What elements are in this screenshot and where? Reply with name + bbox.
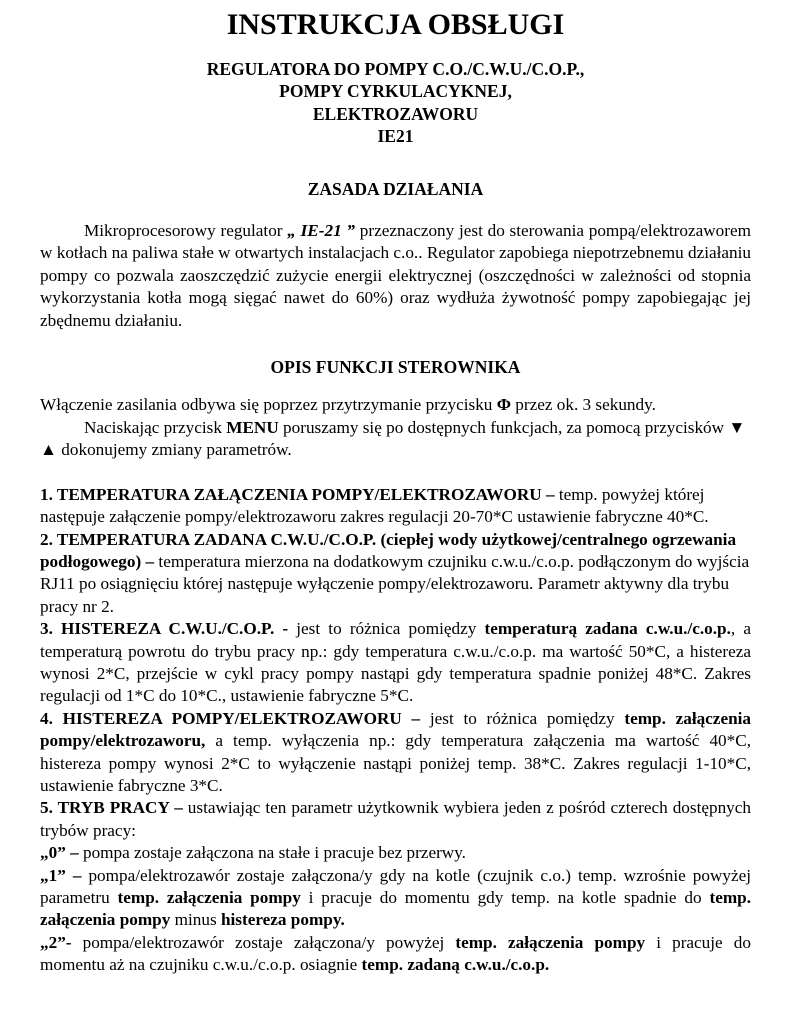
- power-paragraph: Włączenie zasilania odbywa się poprzez przytrzymanie przycisku Φ przez ok. 3 sekundy.: [40, 395, 656, 415]
- list-item-4: 4. HISTEREZA POMPY/ELEKTROZAWORU – jest to różnica pomiędzy temp. załączenia pompy/elektrozaworu, a temp. wyłączenia np.: gdy temperatura załączenia ma wartość 40*C, histereza pompy wynosi 2*C to wyłączenie nastąpi poniżej temp. 38*C. Zakres regulacji 1-10*C, ustawienie fabryczne 3*C.: [40, 708, 751, 795]
- document-subtitle: [40, 58, 751, 148]
- list-item-3: 3. HISTEREZA C.W.U./C.O.P. - jest to różnica pomiędzy temperaturą zadana c.w.u./c.o.p., a temperaturą powrotu do trybu pracy np.: gdy temperatura c.w.u./c.o.p. ma wartość 50*C, a histereza wynosi 2*C, przejście w cykl pracy pompy nastąpi gdy temperatura spadnie poniżej 48*C. Zakres regulacji od 1*C do 10*C., ustawienie fabryczne 5*C.: [40, 619, 752, 706]
- menu-key: MENU: [226, 417, 279, 437]
- section-heading-opis: OPIS FUNKCJI STEROWNIKA: [270, 357, 521, 378]
- list-item-1: 1. TEMPERATURA ZAŁĄCZENIA POMPY/ELEKTROZAWORU – temp. powyżej której następuje załączenie pompy/elektrozaworu zakres regulacji 20-70*C ustawienie fabryczne 40*C.: [40, 484, 709, 527]
- mode-2: „2”- pompa/elektrozawór zostaje załączona/y powyżej temp. załączenia pompy i pracuje do momentu aż na czujniku c.w.u./c.o.p. osiagnie temp. zadaną c.w.u./c.o.p.: [40, 932, 751, 975]
- list-item-2: 2. TEMPERATURA ZADANA C.W.U./C.O.P. (ciepłej wody użytkowej/centralnego ogrzewania podłogowego) – temperatura mierzona na dodatkowym czujniku c.w.u./c.o.p. podłączonym do wyjścia RJ11 po osiągnięciu której następuje wyłączenie pompy/elektrozaworu. Parametr aktywny dla trybu pracy nr 2.: [40, 529, 750, 616]
- function-list: [40, 484, 751, 977]
- menu-paragraph: Naciskając przycisk MENU poruszamy się po dostępnych funkcjach, za pomocą przycisków ▼ ▲ dokonujemy zmiany parametrów.: [40, 417, 746, 460]
- document-title: INSTRUKCJA OBSŁUGI: [226, 8, 565, 41]
- subtitle-line: ELEKTROZAWORU: [312, 103, 479, 124]
- document-page: [40, 0, 751, 977]
- section-heading-zasada: ZASADA DZIAŁANIA: [307, 178, 484, 199]
- power-symbol: Φ: [496, 395, 511, 415]
- subtitle-line: REGULATORA DO POMPY C.O./C.W.U./C.O.P.,: [206, 59, 585, 79]
- subtitle-line: IE21: [377, 126, 414, 147]
- model-name: „ IE-21 ”: [287, 221, 356, 241]
- mode-0: „0” – pompa zostaje załączona na stałe i pracuje bez przerwy.: [40, 843, 466, 863]
- mode-1: „1” – pompa/elektrozawór zostaje załączona/y gdy na kotle (czujnik c.o.) temp. wzrośnie powyżej parametru temp. załączenia pompy i pracuje do momentu gdy temp. na kotle spadnie do temp. załączenia pompy minus histereza pompy.: [40, 865, 751, 930]
- intro-paragraph: Mikroprocesorowy regulator „ IE-21 ” przeznaczony jest do sterowania pompą/elektrozaworem w kotłach na paliwa stałe w otwartych instalacjach c.o.. Regulator zapobiega niepotrzebnemu działaniu pompy co pozwala zaoszczędzić zużycie energii elektrycznej (oszczędności w zależności od stopnia wykorzystania kotła mogą sięgać nawet do 60%) oraz wydłuża żywotność pompy zapobiegając jej zbędnemu działaniu.: [40, 221, 751, 330]
- list-item-5: 5. TRYB PRACY – ustawiając ten parametr użytkownik wybiera jeden z pośród czterech dostępnych trybów pracy:: [40, 798, 751, 840]
- subtitle-line: POMPY CYRKULACYKNEJ,: [279, 81, 512, 102]
